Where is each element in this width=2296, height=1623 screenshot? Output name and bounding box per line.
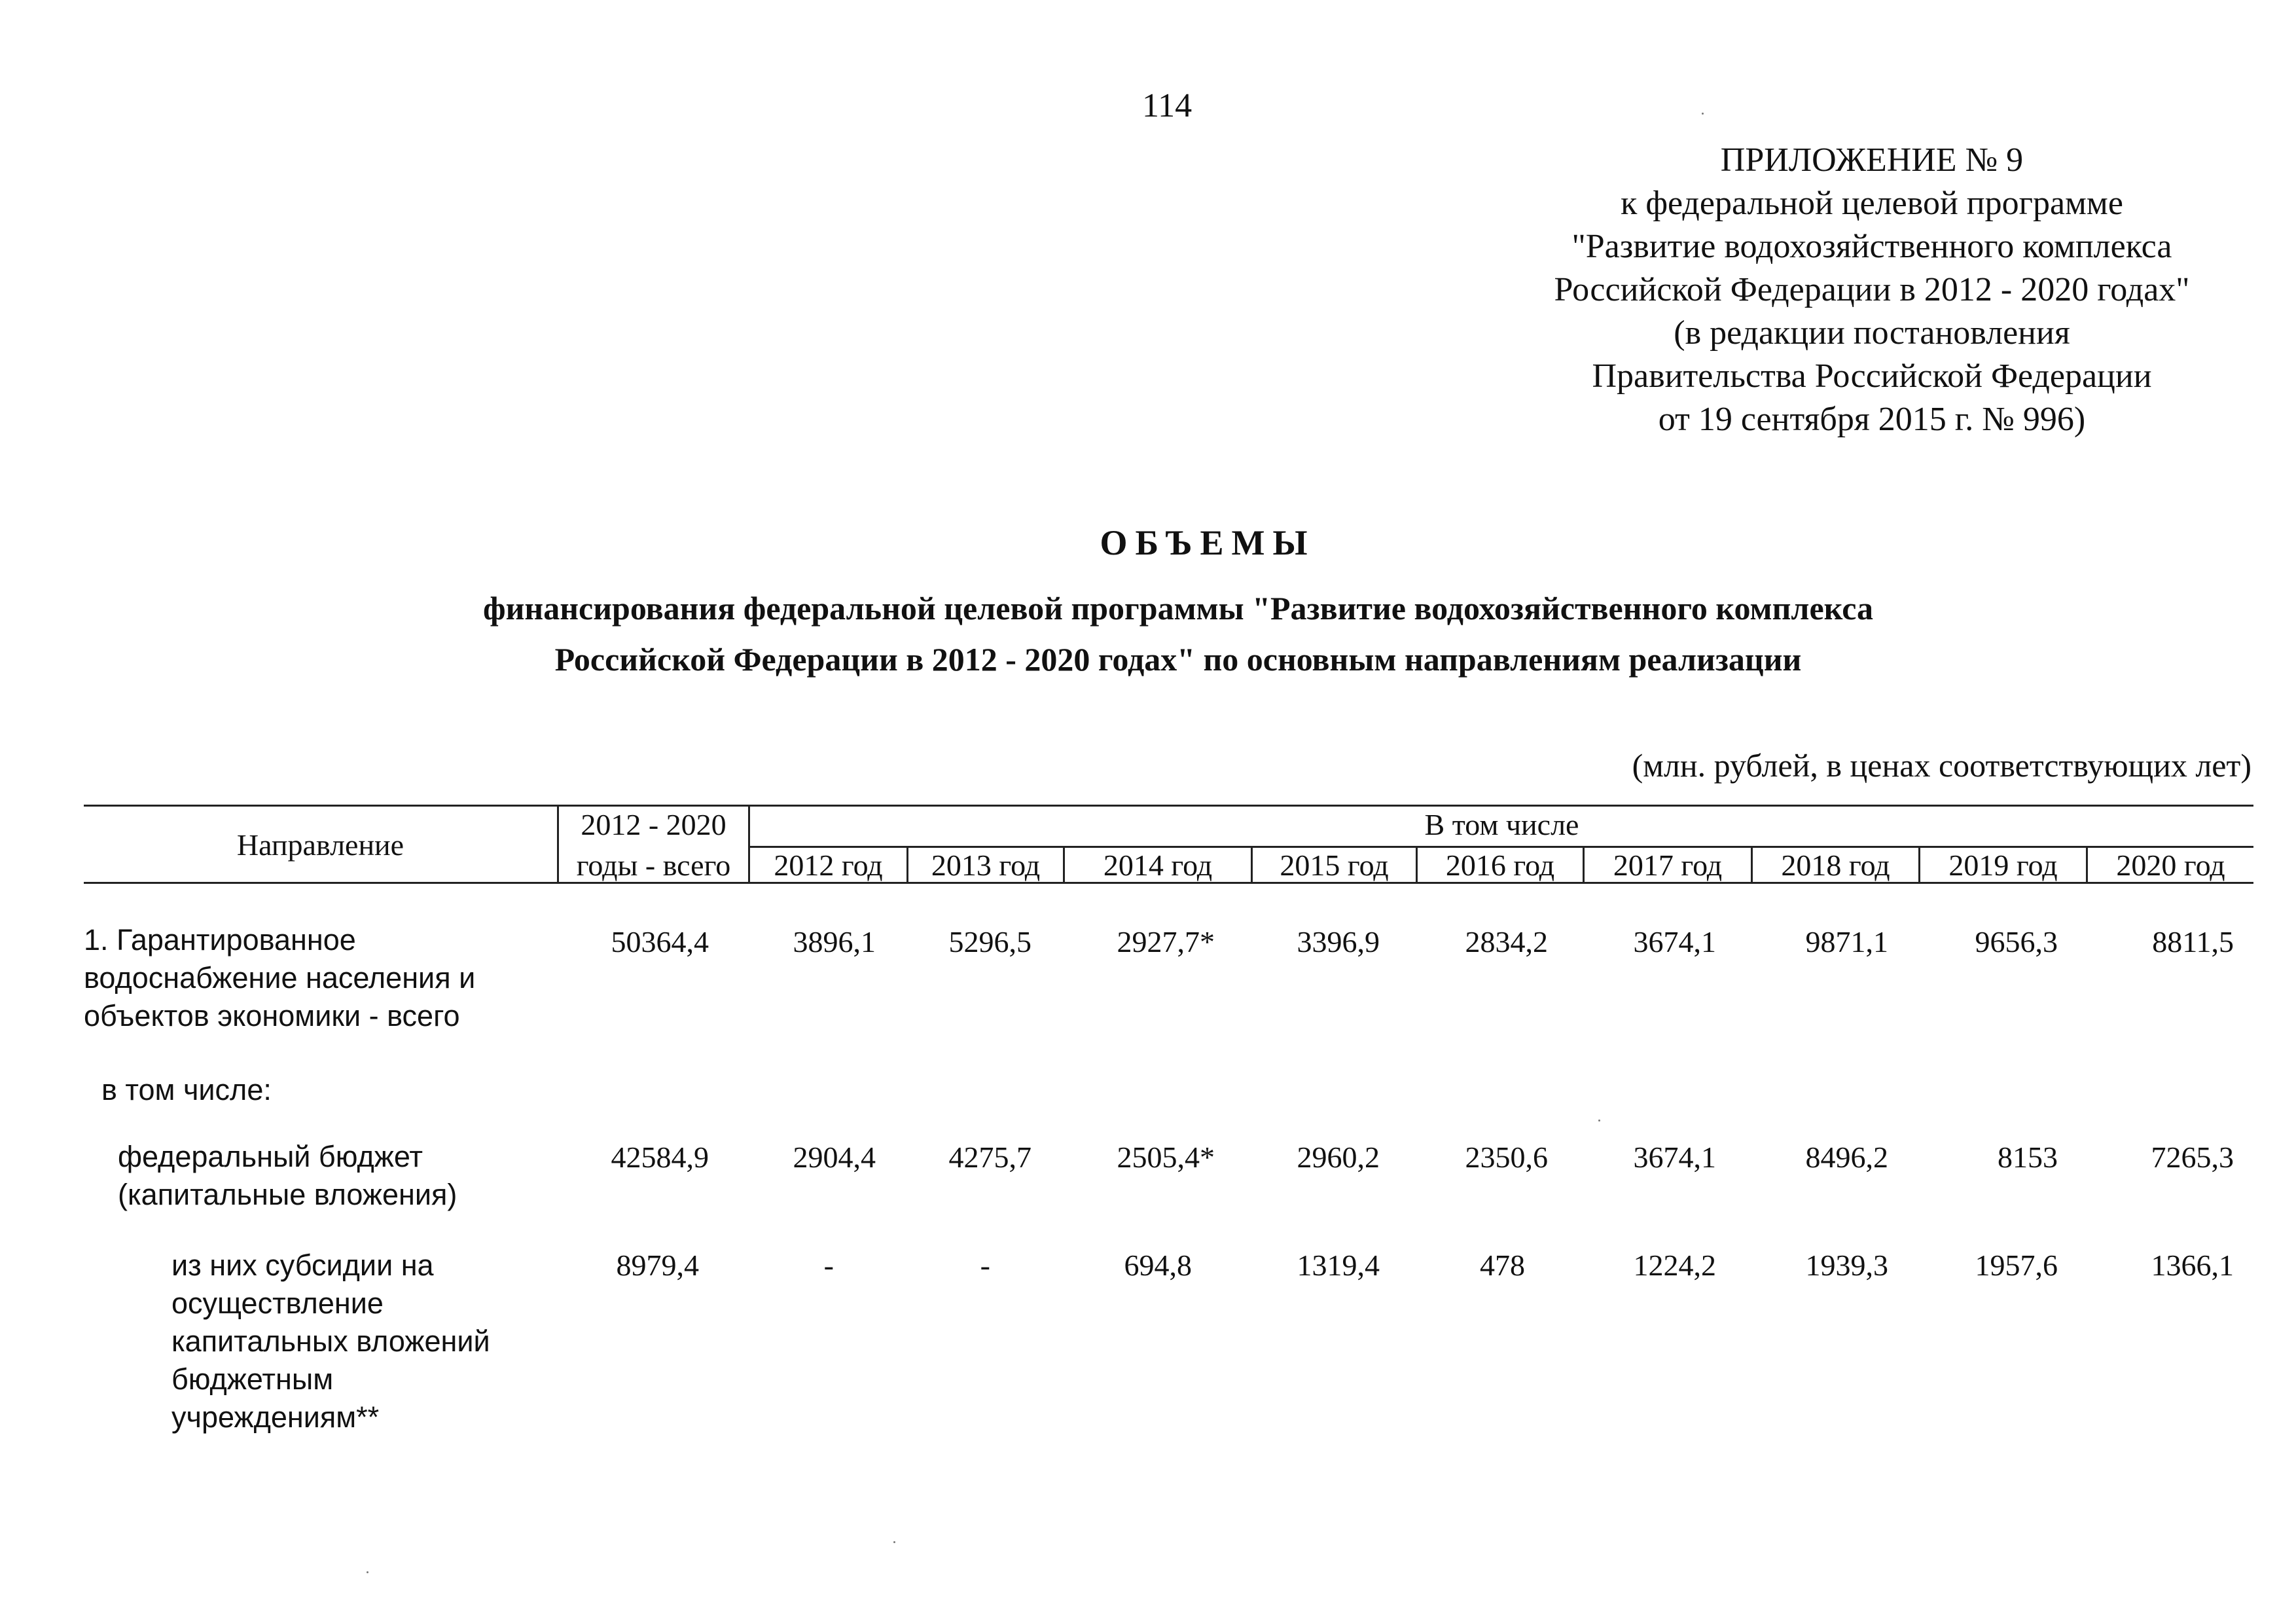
appendix-header xyxy=(1505,139,2238,441)
cell-2014: 694,8 xyxy=(1124,1249,1192,1282)
header-year-2018: 2018 год xyxy=(1781,848,1890,882)
cell-2015: 2960,2 xyxy=(1297,1140,1380,1174)
row-label-including xyxy=(101,1071,272,1109)
scan-speck xyxy=(367,1571,368,1573)
appendix-line: "Развитие водохозяйственного комплекса xyxy=(1571,228,2172,265)
cell-total: 50364,4 xyxy=(611,925,709,958)
cell-2020: 1366,1 xyxy=(2151,1249,2234,1282)
subtitle-line-1: финансирования федеральной целевой программы "Развитие водохозяйственного комплекса xyxy=(483,590,1873,627)
cell-2016: 2350,6 xyxy=(1465,1140,1548,1174)
cell-2018: 1939,3 xyxy=(1805,1249,1888,1282)
header-year-2017: 2017 год xyxy=(1613,848,1723,882)
appendix-line: ПРИЛОЖЕНИЕ № 9 xyxy=(1720,141,2024,179)
cell-total: 42584,9 xyxy=(611,1140,709,1174)
header-year-2015: 2015 год xyxy=(1280,848,1389,882)
row-label-guaranteed-water-supply xyxy=(84,921,475,1035)
header-year-2019: 2019 год xyxy=(1948,848,2058,882)
header-year-2014: 2014 год xyxy=(1103,848,1213,882)
table-top-border xyxy=(84,805,2253,807)
header-direction: Направление xyxy=(236,828,404,862)
cell-2018: 9871,1 xyxy=(1805,925,1888,958)
cell-2020: 7265,3 xyxy=(2151,1140,2234,1174)
scan-speck xyxy=(1598,1120,1600,1122)
cell-2014: 2927,7* xyxy=(1117,925,1215,958)
row-label-subsidies xyxy=(171,1247,490,1436)
row-label-line: объектов экономики - всего xyxy=(84,999,460,1032)
header-including: В том числе xyxy=(1424,808,1579,841)
cell-2017: 3674,1 xyxy=(1633,1140,1716,1174)
cell-2020: 8811,5 xyxy=(2152,925,2234,958)
row-label-line: (капитальные вложения) xyxy=(118,1178,457,1211)
cell-2015: 3396,9 xyxy=(1297,925,1380,958)
cell-2017: 3674,1 xyxy=(1633,925,1716,958)
cell-2019: 8153 xyxy=(1998,1140,2058,1174)
row-label-line: осуществление xyxy=(171,1286,384,1320)
document-title: ОБЪЕМЫ xyxy=(1100,523,1316,562)
cell-2015: 1319,4 xyxy=(1297,1249,1380,1282)
units-note: (млн. рублей, в ценах соответствующих лет) xyxy=(1632,747,2251,784)
appendix-line: от 19 сентября 2015 г. № 996) xyxy=(1658,401,2086,438)
cell-2019: 1957,6 xyxy=(1975,1249,2058,1282)
row-label-federal-budget xyxy=(118,1138,457,1214)
scan-speck xyxy=(893,1541,895,1543)
header-year-2016: 2016 год xyxy=(1445,848,1555,882)
cell-2016: 478 xyxy=(1480,1249,1525,1282)
row-label-line: 1. Гарантированное xyxy=(84,923,356,957)
header-year-2020: 2020 год xyxy=(2116,848,2225,882)
cell-2016: 2834,2 xyxy=(1465,925,1548,958)
cell-2014: 2505,4* xyxy=(1117,1140,1215,1174)
cell-2013: 4275,7 xyxy=(948,1140,1031,1174)
row-label-line: в том числе: xyxy=(101,1073,272,1106)
header-year-2012: 2012 год xyxy=(774,848,883,882)
cell-2013: - xyxy=(980,1249,990,1282)
cell-total: 8979,4 xyxy=(616,1249,699,1282)
scan-speck xyxy=(1702,113,1704,115)
row-label-line: водоснабжение населения и xyxy=(84,961,476,994)
row-label-line: бюджетным xyxy=(171,1362,334,1396)
cell-2012: - xyxy=(823,1249,834,1282)
cell-2012: 2904,4 xyxy=(793,1140,876,1174)
appendix-line: к федеральной целевой программе xyxy=(1621,185,2123,222)
row-label-line: из них субсидии на xyxy=(171,1249,434,1282)
appendix-line: Российской Федерации в 2012 - 2020 годах" xyxy=(1554,271,2190,308)
header-total-line2: годы - всего xyxy=(576,848,731,882)
row-label-line: капитальных вложений xyxy=(171,1324,490,1358)
subtitle-line-2: Российской Федерации в 2012 - 2020 годах" по основным направлениям реализации xyxy=(554,641,1802,678)
cell-2019: 9656,3 xyxy=(1975,925,2058,958)
appendix-line: Правительства Российской Федерации xyxy=(1592,357,2152,395)
cell-2012: 3896,1 xyxy=(793,925,876,958)
page-number: 114 xyxy=(1142,87,1193,124)
cell-2013: 5296,5 xyxy=(948,925,1031,958)
header-total-line1: 2012 - 2020 xyxy=(581,808,726,841)
row-label-line: учреждениям** xyxy=(171,1400,380,1434)
header-year-2013: 2013 год xyxy=(931,848,1041,882)
document-subtitle xyxy=(353,583,2003,685)
cell-2017: 1224,2 xyxy=(1633,1249,1716,1282)
row-label-line: федеральный бюджет xyxy=(118,1140,423,1173)
appendix-line: (в редакции постановления xyxy=(1674,314,2070,352)
cell-2018: 8496,2 xyxy=(1805,1140,1888,1174)
